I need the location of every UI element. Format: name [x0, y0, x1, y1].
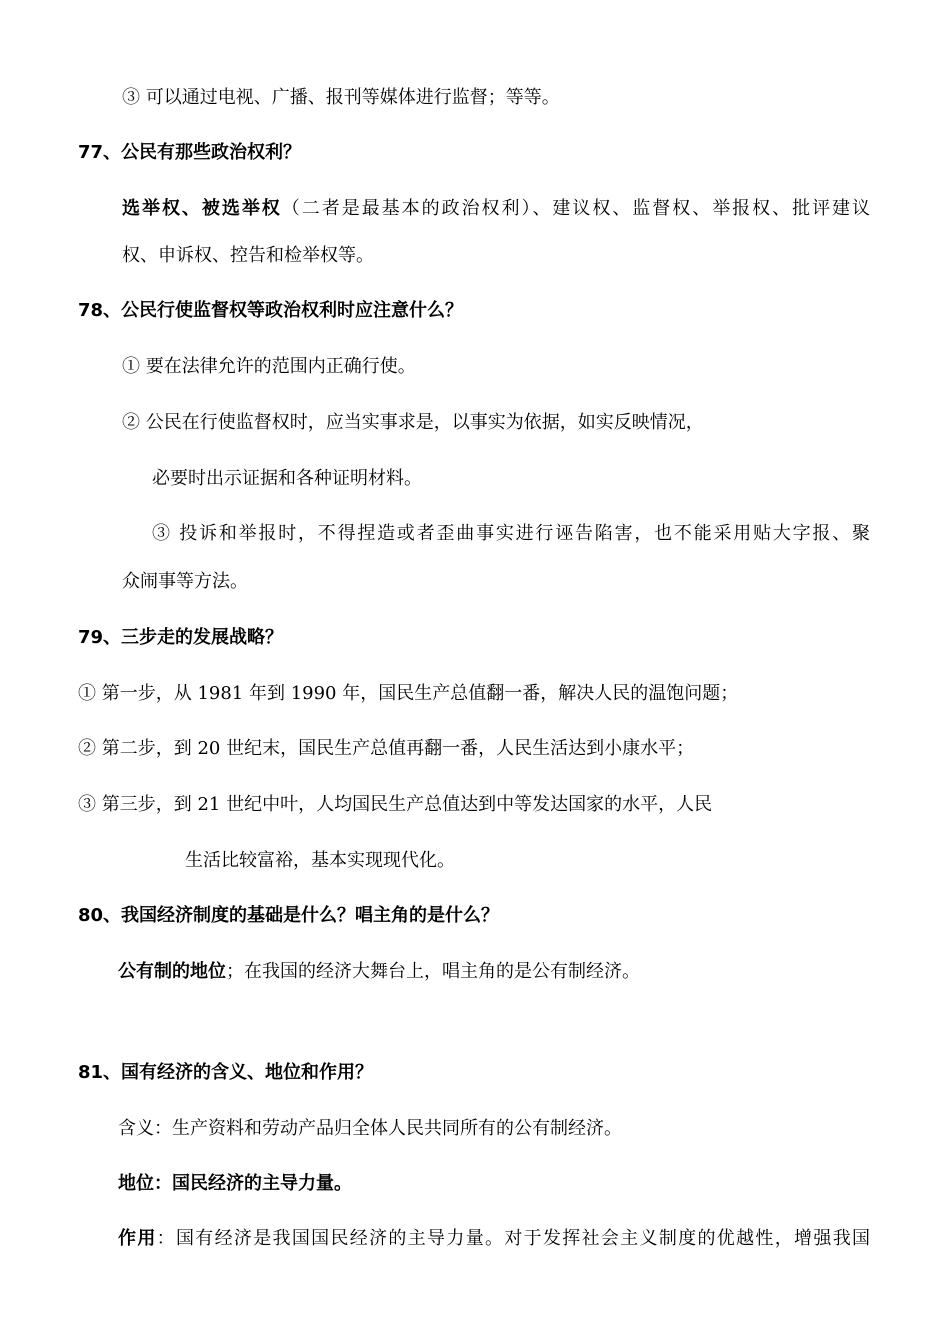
answer-78-item-2-continued: 必要时出示证据和各种证明材料。 — [152, 468, 422, 489]
question-79-heading: 79、三步走的发展战略？ — [78, 627, 284, 648]
answer-81-meaning: 含义：生产资料和劳动产品归全体人民共同所有的公有制经济。 — [118, 1118, 622, 1139]
answer-79-step-3: ③ 第三步，到 21 世纪中叶，人均国民生产总值达到中等发达国家的水平，人民 — [78, 794, 713, 815]
answer-77-text: （二者是最基本的政治权利）、建议权、监督权、举报权、批评建议 — [281, 198, 871, 219]
answer-77-line — [122, 197, 870, 221]
answer-78-item-3: ③ 投诉和举报时，不得捏造或者歪曲事实进行诬告陷害，也不能采用贴大字报、聚 — [152, 523, 870, 544]
answer-81-role-bold: 作用 — [118, 1228, 157, 1249]
answer-80-bold: 公有制的地位 — [118, 961, 226, 982]
answer-81-role — [118, 1227, 870, 1251]
answer-79-step-3-continued: 生活比较富裕，基本实现现代化。 — [185, 850, 455, 871]
answer-80-text: ；在我国的经济大舞台上，唱主角的是公有制经济。 — [226, 961, 640, 982]
answer-81-role-text: ：国有经济是我国国民经济的主导力量。对于发挥社会主义制度的优越性，增强我国 — [156, 1228, 871, 1249]
answer-77-continued: 权、申诉权、控告和检举权等。 — [122, 245, 374, 266]
question-77-heading: 77、公民有那些政治权利？ — [78, 142, 302, 163]
answer-77-bold: 选举权、被选举权 — [122, 198, 282, 219]
answer-78-item-3-continued: 众闹事等方法。 — [122, 571, 248, 592]
answer-80-line — [118, 960, 640, 984]
answer-81-status: 地位：国民经济的主导力量。 — [118, 1173, 352, 1194]
answer-79-step-2: ② 第二步，到 20 世纪末，国民生产总值再翻一番，人民生活达到小康水平； — [78, 738, 695, 759]
answer-79-step-1: ① 第一步，从 1981 年到 1990 年，国民生产总值翻一番，解决人民的温饱问题； — [78, 683, 739, 704]
answer-78-item-2: ② 公民在行使监督权时，应当实事求是，以事实为依据，如实反映情况， — [122, 412, 704, 433]
question-78-heading: 78、公民行使监督权等政治权利时应注意什么？ — [78, 300, 464, 321]
question-81-heading: 81、国有经济的含义、地位和作用？ — [78, 1062, 374, 1083]
answer-78-item-1: ① 要在法律允许的范围内正确行使。 — [122, 356, 416, 377]
question-80-heading: 80、我国经济制度的基础是什么？唱主角的是什么？ — [78, 905, 500, 926]
text-line: ③ 可以通过电视、广播、报刊等媒体进行监督；等等。 — [122, 87, 560, 108]
